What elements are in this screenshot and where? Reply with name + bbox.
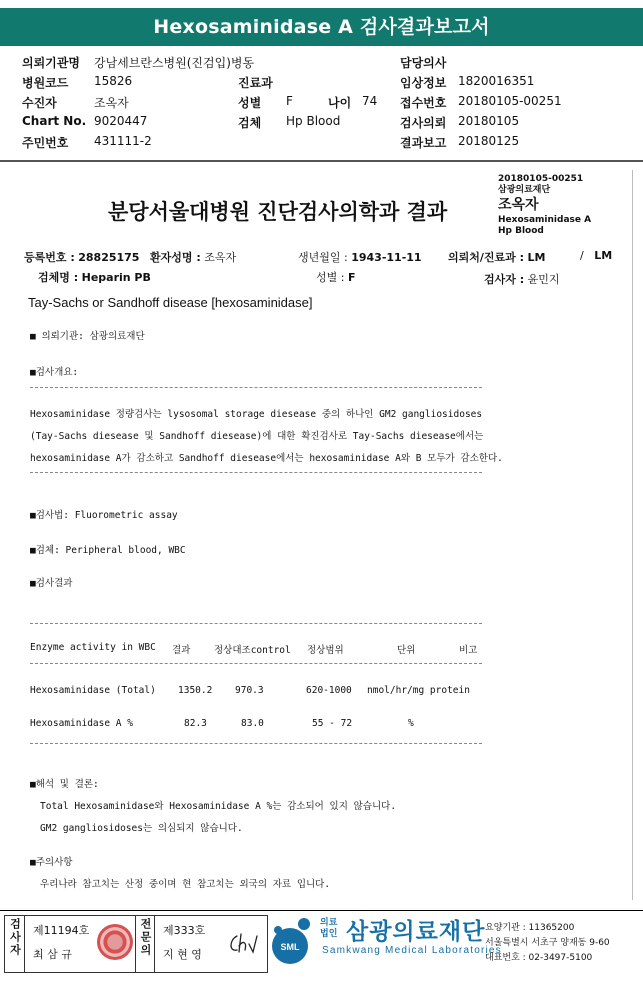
interpretation-line-1: Total Hexosaminidase와 Hexosaminidase A %는 감소되어 있지 않습니다.: [40, 801, 397, 812]
report-sex-field: [316, 269, 355, 285]
specimen: Hp Blood: [286, 114, 341, 128]
table-header-enzyme: Enzyme activity in WBC: [30, 642, 156, 653]
reg-no-label: 등록번호 :: [24, 251, 75, 264]
table-header-note: 비고: [459, 645, 478, 656]
overview-line-2: (Tay-Sachs diesease 및 Sandhoff diesease)에 대한 확진검사로 Tay-Sachs diesease에서는: [30, 431, 484, 442]
divider: [30, 743, 482, 744]
request-info: [0, 52, 643, 156]
table-cell-control: 83.0: [241, 718, 264, 729]
specialist-name: 지 현 영: [163, 948, 202, 961]
interpretation-heading: ■해석 및 결론:: [30, 779, 99, 790]
reg-no: 28825175: [78, 251, 140, 264]
requesting-hospital-label: 의뢰기관명: [22, 56, 80, 70]
header-divider: [0, 160, 643, 162]
specimen-name-field: [38, 269, 151, 285]
receipt-no-label: 접수번호: [400, 96, 447, 110]
divider: [30, 623, 482, 624]
caution-line: 우리나라 참고치는 산정 중이며 현 참고치는 외국의 자료 입니다.: [40, 879, 331, 890]
divider: [30, 387, 482, 388]
table-header-result: 결과: [172, 645, 191, 656]
examiner-license-no: 제11194호: [33, 924, 90, 937]
specialist-vertical-label: [135, 916, 155, 972]
specimen-label: 검체: [238, 116, 262, 130]
org-prefix: [320, 918, 338, 940]
table-cell-unit: %: [408, 718, 414, 729]
specimen-name: Heparin PB: [81, 271, 151, 284]
specimen-line: ■검체: Peripheral blood, WBC: [30, 545, 186, 556]
org-prefix-text: 의료법인: [320, 918, 338, 939]
side-foundation: 삼광의료재단: [498, 185, 551, 195]
caution-heading: ■주의사항: [30, 857, 73, 868]
institution-line: ■ 의뢰기관: 삼광의료재단: [30, 331, 145, 342]
table-header-unit: 단위: [397, 645, 416, 656]
table-cell-result: 82.3: [184, 718, 207, 729]
patient-name-field: [150, 249, 236, 265]
chart-no: 9020447: [94, 114, 148, 128]
seal-stamp-icon: [97, 924, 133, 960]
hospital-code-label: 병원코드: [22, 76, 69, 90]
report-heading: 분당서울대병원 진단검사의학과 결과: [108, 200, 448, 224]
sml-logo-icon: [270, 916, 316, 966]
specialist-license-no: 제333호: [163, 924, 206, 937]
examiner-vertical: 검사자: [8, 918, 22, 957]
side-receipt: 20180105-00251: [498, 174, 584, 184]
report-title-bar: Hexosaminidase A 검사결과보고서: [0, 8, 643, 46]
dept-field-2: [580, 249, 612, 262]
patient-name-label: 환자성명 :: [150, 251, 201, 264]
sex: F: [286, 94, 293, 108]
request-date-label: 검사의뢰: [400, 116, 447, 130]
signature-icon: [227, 930, 259, 958]
clinical-info: 1820016351: [458, 74, 535, 88]
report-sex-label: 성별 :: [316, 271, 345, 284]
interpretation-line-2: GM2 gangliosidoses는 의심되지 않습니다.: [40, 823, 243, 834]
table-header-range: 정상범위: [307, 645, 344, 656]
recipient-label: 수진자: [22, 96, 57, 110]
report-date: 20180125: [458, 134, 520, 148]
report-date-label: 결과보고: [400, 136, 447, 150]
table-header-control: 정상대조control: [214, 645, 291, 656]
examiner: 윤민지: [527, 273, 560, 286]
footer-divider: [0, 910, 643, 911]
dept-field: [448, 249, 545, 265]
reg-no-field: [24, 249, 139, 265]
dept-label: 의뢰처/진료과 :: [448, 251, 525, 264]
doctor-label: 담당의사: [400, 56, 447, 70]
side-test: Hexosaminidase A: [498, 215, 592, 225]
age: 74: [362, 94, 378, 108]
scanned-report: [8, 166, 635, 908]
specialist-vertical: 전문의: [139, 918, 152, 957]
care-code: 요양기관 : 11365200: [485, 923, 575, 933]
request-date: 20180105: [458, 114, 520, 128]
phone: 대표번호 : 02-3497-5100: [485, 953, 593, 963]
method-line: ■검사법: Fluorometric assay: [30, 510, 178, 521]
overview-line-3: hexosaminidase A가 감소하고 Sandhoff diesease에서는 hexosaminidase A와 B 모두가 감소한다.: [30, 453, 503, 464]
side-specimen: Hp Blood: [498, 226, 544, 236]
clinical-info-label: 임상정보: [400, 76, 447, 90]
resident-no: 431111-2: [94, 134, 152, 148]
examiner-name: 최 삼 규: [33, 948, 72, 961]
org-english-name: Samkwang Medical Laboratories: [322, 945, 502, 956]
chart-no-label: Chart No.: [22, 114, 87, 128]
org-name: 삼광의료재단: [346, 919, 486, 945]
address: 서울특별시 서초구 양재동 9-60: [485, 938, 610, 948]
report-side-box: [498, 174, 591, 237]
dob-label: 생년월일 :: [298, 251, 348, 264]
recipient: 조옥자: [94, 96, 129, 110]
table-cell-control: 970.3: [235, 685, 264, 696]
specimen-name-label: 검체명 :: [38, 271, 79, 284]
dob-field: [298, 249, 422, 265]
table-cell-enzyme: Hexosaminidase (Total): [30, 685, 156, 696]
disease-heading: Tay-Sachs or Sandhoff disease [hexosaminidase]: [28, 295, 313, 310]
report-sex: F: [347, 271, 356, 284]
overview-heading: ■검사개요:: [30, 367, 79, 378]
side-patient: 조옥자: [498, 197, 539, 213]
receipt-no: 20180105-00251: [458, 94, 562, 108]
table-cell-range: 55 - 72: [312, 718, 353, 729]
divider: [30, 472, 482, 473]
divider: [30, 663, 482, 664]
age-label: 나이: [328, 96, 352, 110]
hospital-code: 15826: [94, 74, 133, 88]
table-cell-range: 620-1000: [306, 685, 352, 696]
dept-sep: /: [580, 249, 584, 262]
examiner-vertical-label: [5, 916, 25, 972]
scan-edge: [632, 170, 633, 900]
org-contact: [485, 921, 610, 966]
table-cell-unit: nmol/hr/mg protein: [367, 685, 470, 696]
department-label: 진료과: [238, 76, 273, 90]
dob: 1943-11-11: [351, 251, 422, 264]
examiner-label: 검사자 :: [484, 273, 525, 286]
overview-line-1: Hexosaminidase 정량검사는 lysosomal storage diesease 중의 하나인 GM2 gangliosidoses: [30, 409, 483, 420]
table-cell-enzyme: Hexosaminidase A %: [30, 718, 133, 729]
dept-value2: LM: [594, 249, 613, 262]
table-cell-result: 1350.2: [178, 685, 213, 696]
signature-box: [4, 915, 268, 973]
requesting-hospital: 강남세브란스병원(진검입)병동: [94, 56, 255, 70]
resident-no-label: 주민번호: [22, 136, 69, 150]
results-heading: ■검사결과: [30, 578, 73, 589]
sex-label: 성별: [238, 96, 262, 110]
patient-name: 조옥자: [204, 251, 237, 264]
sml-badge: SML: [280, 942, 300, 952]
examiner-field: [484, 271, 560, 287]
dept-value1: LM: [527, 251, 546, 264]
